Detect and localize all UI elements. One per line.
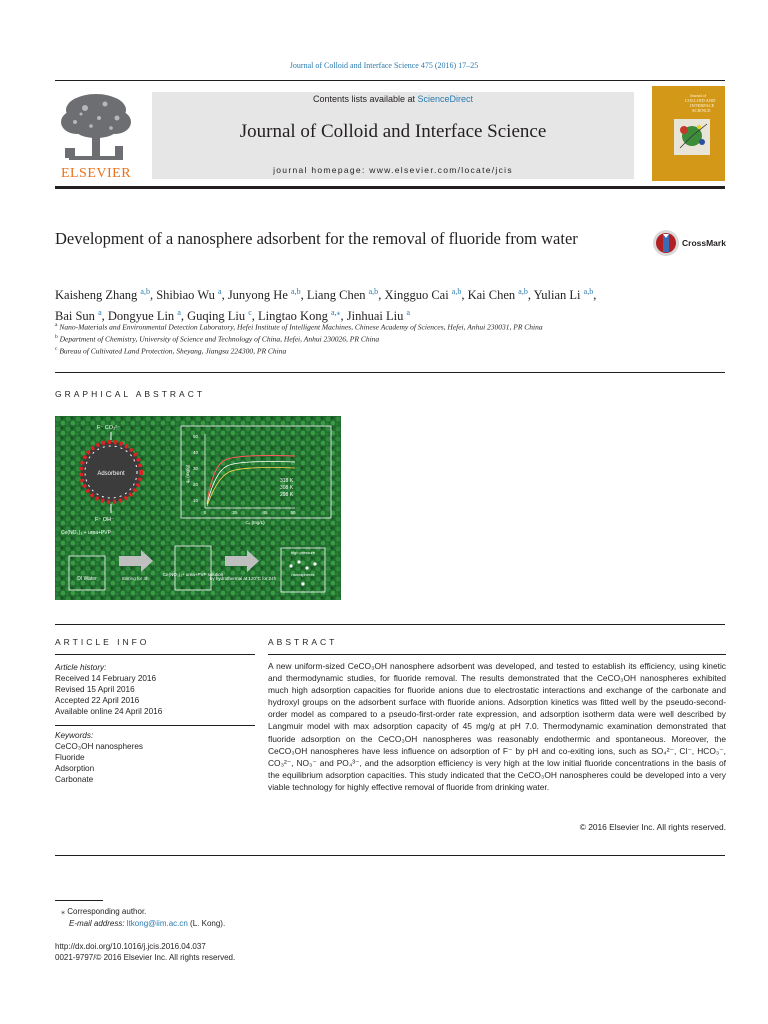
journal-homepage[interactable]: journal homepage: www.elsevier.com/locate/jcis <box>273 165 513 175</box>
author-name[interactable]: Guqing Liu <box>187 309 246 324</box>
article-title: Development of a nanosphere adsorbent for the removal of fluoride from water <box>55 229 578 248</box>
adsorbent-label: Adsorbent <box>97 471 125 477</box>
abstract-heading: ABSTRACT <box>268 637 338 647</box>
inset-ytick: 50 <box>192 434 198 439</box>
journal-cover-thumbnail[interactable] <box>652 86 725 181</box>
article-info-heading: ARTICLE INFO <box>55 637 150 647</box>
cover-title-line-4: SCIENCE <box>692 108 711 113</box>
masthead-bottom-rule <box>55 186 725 189</box>
affiliation-b <box>55 334 379 344</box>
author-separator: , <box>461 288 468 303</box>
solution-label: Ce(NO₃)₃+ urea+PVP solution <box>162 572 224 577</box>
precursor-label: Ce(NO₃)₃ + urea+PVP <box>61 530 111 536</box>
author-separator: , <box>300 288 307 303</box>
inset-xtick: 25 <box>232 510 238 515</box>
author-affiliation-marker[interactable]: a,b <box>451 287 462 296</box>
article-info <box>55 662 255 785</box>
inset-ytick: 30 <box>192 466 198 471</box>
keywords-label: Keywords: <box>55 731 94 740</box>
author-name[interactable]: Liang Chen <box>306 288 366 303</box>
temp-label: 318 K <box>280 478 294 484</box>
inset-xtick: 0 <box>203 510 207 515</box>
author-separator: , <box>593 288 597 303</box>
footnote-rule <box>55 900 103 901</box>
crossmark-badge[interactable] <box>652 229 732 257</box>
author-name[interactable]: Kaisheng Zhang <box>55 288 138 303</box>
history-revised: Revised 15 April 2016 <box>55 685 135 694</box>
author-name[interactable]: Jinhuai Liu <box>346 309 404 324</box>
inset-xtick: 50 <box>290 510 296 515</box>
doi-link[interactable]: http://dx.doi.org/10.1016/j.jcis.2016.04.037 <box>55 942 206 951</box>
affiliation-text: Bureau of Cultivated Land Protection, Sheyang, Jiangsu 224300, PR China <box>59 346 287 356</box>
author-name[interactable]: Yulian Li <box>533 288 581 303</box>
cover-title-line-2: COLLOID AND <box>685 98 716 103</box>
author-name[interactable]: Xingguo Cai <box>384 288 449 303</box>
inset-ytick: 40 <box>192 450 198 455</box>
abstract-body: A new uniform-sized CeCO₃OH nanosphere adsorbent was developed, and tested to establish its efficiency, using kinetic and thermodynamic studies, for fluoride removal. The results demonstrated that the CeCO₃OH nanospheres exhibited much high adsorption capacities for fluoride anions due to electrostatic interactions and exchange of the carbonate and hydroxyl groups on the adsorbent surface with fluoride anions. Adsorption kinetics was fitted well by the pseudo-second-order model as compared to a pseudo-first-order rate expression, and adsorption isotherm data were well described by Langmuir model with max adsorption capacity of 45 mg/g at pH 7.0. Thermodynamic examination demonstrated that fluoride adsorption on the CeCO₃OH nanospheres was reasonably endothermic and spontaneous. Moreover, the CeCO₃OH nanospheres have less influence on adsorption of F⁻ by pH and co-exiting ions, such as SO₄²⁻, Cl⁻, HCO₃⁻, CO₃²⁻, NO₃⁻ and PO₄³⁻, and the adsorption efficiency is very high at the low initial fluoride concentrations in the basis of the equilibrium adsorption capacities. This study indicated that the CeCO₃OH nanospheres could be developed into a very viable technology for highly effective removal of fluoride from drinking water. <box>268 661 726 792</box>
author-separator: , <box>221 288 228 303</box>
affiliation-c <box>55 346 286 356</box>
publisher-wordmark: ELSEVIER <box>60 166 132 181</box>
inset-yaxis-label: qₑ (mg/g) <box>185 464 190 484</box>
f-co3-label: F⁻ CO₃²⁻ <box>97 425 121 431</box>
crossmark-label: CrossMark <box>682 238 726 248</box>
history-label: Article history: <box>55 663 107 672</box>
di-water-label: DI Water <box>77 576 97 582</box>
author-list <box>55 283 735 325</box>
history-online: Available online 24 April 2016 <box>55 707 163 716</box>
keyword: CeCO₃OH nanospheres <box>55 742 143 751</box>
author-name[interactable]: Bai Sun <box>55 309 95 324</box>
email-line <box>69 919 225 928</box>
author-separator: , <box>527 288 534 303</box>
temp-label: 298 K <box>280 492 294 498</box>
inset-ytick: 10 <box>192 498 198 503</box>
crossmark-icon <box>652 229 680 257</box>
journal-reference-link[interactable]: Journal of Colloid and Interface Science 475 (2016) 17–25 <box>289 61 479 70</box>
issn-copyright: 0021-9797/© 2016 Elsevier Inc. All rights reserved. <box>55 953 236 962</box>
history-accepted: Accepted 22 April 2016 <box>55 696 140 705</box>
author-name[interactable]: Shibiao Wu <box>156 288 215 303</box>
author-affiliation-marker[interactable]: c <box>248 308 252 318</box>
author-affiliation-marker[interactable]: a,b <box>291 287 301 296</box>
email-link[interactable]: ltkong@iim.ac.cn <box>126 919 188 928</box>
corresponding-author-note: ⁎ Corresponding author. <box>61 907 147 916</box>
author-name[interactable]: Dongyue Lin <box>107 309 175 324</box>
keyword: Fluoride <box>55 753 85 762</box>
author-affiliation-marker[interactable]: a,⁎ <box>330 308 341 318</box>
section-rule <box>55 372 725 373</box>
info-rule <box>55 725 255 726</box>
affiliation-key: c <box>55 346 58 352</box>
abstract-copyright: © 2016 Elsevier Inc. All rights reserved. <box>579 822 726 832</box>
author-separator: , <box>378 288 385 303</box>
author-name[interactable]: Junyong He <box>227 288 288 303</box>
inset-ytick: 20 <box>192 482 198 487</box>
sciencedirect-link[interactable]: ScienceDirect <box>417 94 474 104</box>
inset-xaxis-label: Cₑ (mg/L) <box>245 520 265 525</box>
keyword: Carbonate <box>55 775 94 784</box>
cover-title-line-1: Journal of <box>690 93 707 98</box>
temp-label: 308 K <box>280 485 294 491</box>
hydrothermal-label: by hydrothermal at 120°C for 24h <box>209 576 277 581</box>
author-separator: , <box>149 288 157 303</box>
author-name[interactable]: Kai Chen <box>467 288 516 303</box>
cover-title-line-3: INTERFACE <box>690 103 715 108</box>
author-affiliation-marker[interactable]: a,b <box>518 287 528 296</box>
affiliation-text: Nano-Materials and Environmental Detection Laboratory, Hefei Institute of Intelligent Machines, Chinese Academy of Sciences, Hefei, Anhui 230031, PR China <box>59 322 543 332</box>
author-affiliation-marker[interactable]: a,b <box>140 287 150 296</box>
affiliation-key: b <box>55 334 58 340</box>
contents-prefix: Contents lists available at <box>312 94 418 104</box>
section-rule <box>55 855 725 856</box>
affiliation-text: Department of Chemistry, University of Science and Technology of China, Hefei, Anhui 230026, PR China <box>59 334 380 344</box>
stirring-label: Stirring for 4h <box>121 576 149 581</box>
affiliation-key: a <box>55 322 58 328</box>
author-separator: , <box>340 309 347 324</box>
info-rule <box>55 654 255 655</box>
graphical-abstract-heading: GRAPHICAL ABSTRACT <box>55 389 206 399</box>
f-oh-label: F⁻ OH⁻ <box>95 517 114 523</box>
author-name[interactable]: Lingtao Kong <box>258 309 328 324</box>
masthead-top-rule <box>55 80 725 81</box>
author-affiliation-marker[interactable]: a,b <box>583 287 594 296</box>
email-suffix: (L. Kong). <box>187 919 226 928</box>
affiliation-a <box>55 322 543 332</box>
author-separator: , <box>180 309 188 324</box>
nanospheres-label: nanospheres <box>291 572 315 577</box>
author-affiliation-marker[interactable]: a,b <box>368 287 379 296</box>
inset-xtick: 45 <box>262 510 268 515</box>
history-received: Received 14 February 2016 <box>55 674 157 683</box>
graphical-abstract-figure <box>55 416 341 600</box>
contents-availability <box>152 94 634 104</box>
author-separator: , <box>251 309 259 324</box>
author-affiliation-marker[interactable]: a <box>406 308 411 318</box>
author-affiliation-marker[interactable]: a <box>218 287 222 296</box>
keyword: Adsorption <box>55 764 95 773</box>
abstract-rule <box>268 654 726 655</box>
author-separator: , <box>101 309 108 324</box>
autoclave-label: high pressure <box>290 550 316 555</box>
section-rule <box>55 624 725 625</box>
author-affiliation-marker[interactable]: a <box>177 308 181 318</box>
author-affiliation-marker[interactable]: a <box>98 308 102 318</box>
journal-title: Journal of Colloid and Interface Science <box>239 121 547 142</box>
email-label: E-mail address: <box>69 919 127 928</box>
